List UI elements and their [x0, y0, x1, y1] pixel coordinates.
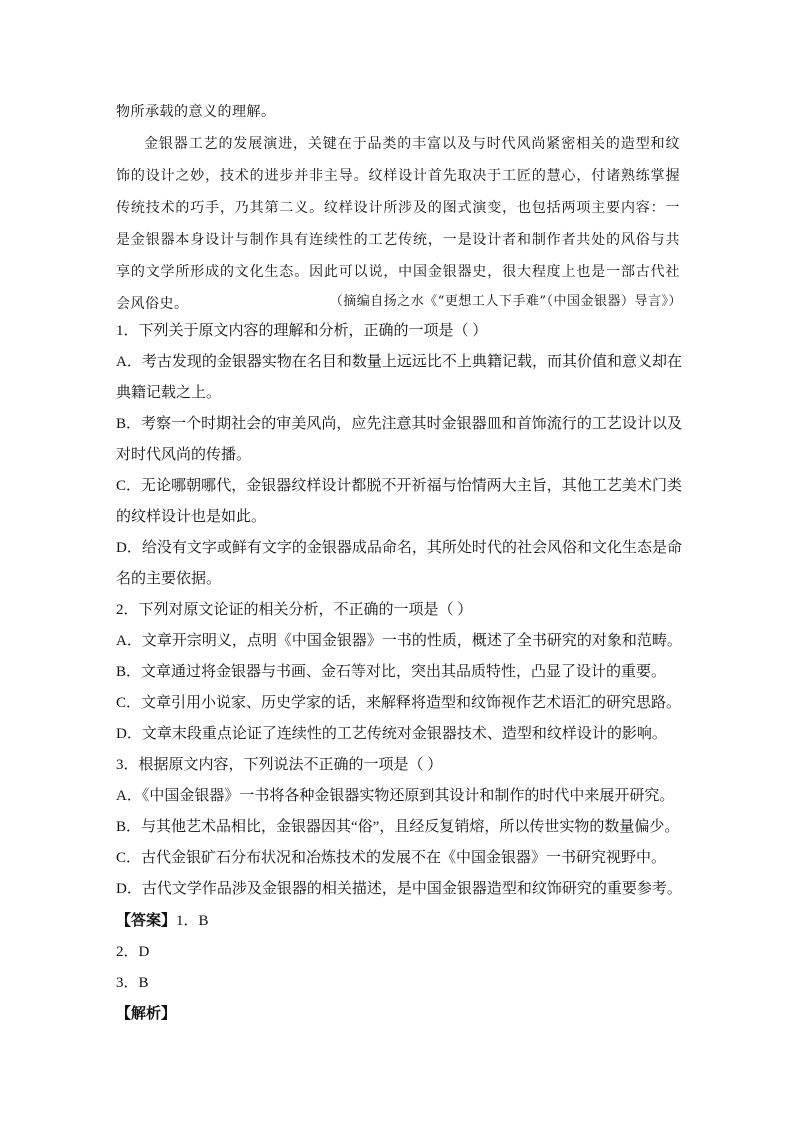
passage-paragraph-1: 金银器工艺的发展演进，关键在于品类的丰富以及与时代风尚紧密相关的造型和纹饰的设计之妙，技术的进步并非主导。纹样设计首先取决于工匠的慧心，付诸熟练掌握传统技术的巧手，乃其第二义。纹样设计所涉及的图式演变，也包括两项主要内容：一是金银器本身设计与制作具有连续性的工艺传统，一是设计者和制作者共处的风俗与共享的文学所形成的文化生态。因此可以说，中国金银器史，很大程度上也是一部古代社会风俗史。: [116, 136, 680, 312]
option-d: D．文章末段重点论证了连续性的工艺传统对金银器技术、造型和纹样设计的影响。: [116, 726, 667, 742]
answer-line-1: [116, 906, 682, 937]
answer-1: 1．B: [176, 913, 209, 929]
question-1: [116, 316, 682, 595]
option-c: C．文章引用小说家、历史学家的话，来解释将造型和纹饰视作艺术语汇的研究思路。: [116, 695, 682, 711]
option-d: D．古代文学作品涉及金银器的相关描述，是中国金银器造型和纹饰研究的重要参考。: [116, 881, 682, 897]
question-2: [116, 595, 682, 750]
option-d: D．给没有文字或鲜有文字的金银器成品命名，其所处时代的社会风俗和文化生态是命名的主要依据。: [116, 540, 682, 587]
answer-2: 2．D: [116, 944, 150, 960]
answer-3: 3．B: [116, 975, 149, 991]
question-stem: 2．下列对原文论证的相关分析，不正确的一项是（ ）: [116, 602, 473, 618]
option-a: A．考古发现的金银器实物在名目和数量上远远比不上典籍记载，而其价值和意义却在典籍记载之上。: [116, 354, 682, 401]
answer-label: 【答案】: [116, 913, 177, 929]
passage-source: （摘编自扬之水《“更想工人下手难”（中国金银器）导言》）: [329, 294, 682, 309]
question-stem: 1．下列关于原文内容的理解和分析，正确的一项是（ ）: [116, 323, 488, 339]
option-a: A．文章开宗明义，点明《中国金银器》一书的性质，概述了全书研究的对象和范畴。: [116, 633, 682, 649]
passage-paragraph-0: 物所承载的意义的理解。: [116, 104, 276, 120]
option-a: A．《中国金银器》一书将各种金银器实物还原到其设计和制作的时代中来展开研究。: [116, 788, 675, 804]
option-b: B．与其他艺术品相比，金银器因其“俗”，且经反复销熔，所以传世实物的数量偏少。: [116, 819, 680, 835]
option-c: C．古代金银矿石分布状况和冶炼技术的发展不在《中国金银器》一书研究视野中。: [116, 850, 667, 866]
option-b: B．文章通过将金银器与书画、金石等对比，突出其品质特性，凸显了设计的重要。: [116, 664, 667, 680]
answer-section: [116, 906, 682, 1030]
question-3: [116, 750, 682, 905]
option-b: B．考察一个时期社会的审美风尚，应先注意其时金银器皿和首饰流行的工艺设计以及对时代风尚的传播。: [116, 416, 682, 463]
option-c: C．无论哪朝哪代，金银器纹样设计都脱不开祈福与怡情两大主旨，其他工艺美术门类的纹样设计也是如此。: [116, 478, 682, 525]
question-stem: 3．根据原文内容，下列说法不正确的一项是（ ）: [116, 757, 443, 773]
analysis-label: 【解析】: [116, 1006, 177, 1022]
